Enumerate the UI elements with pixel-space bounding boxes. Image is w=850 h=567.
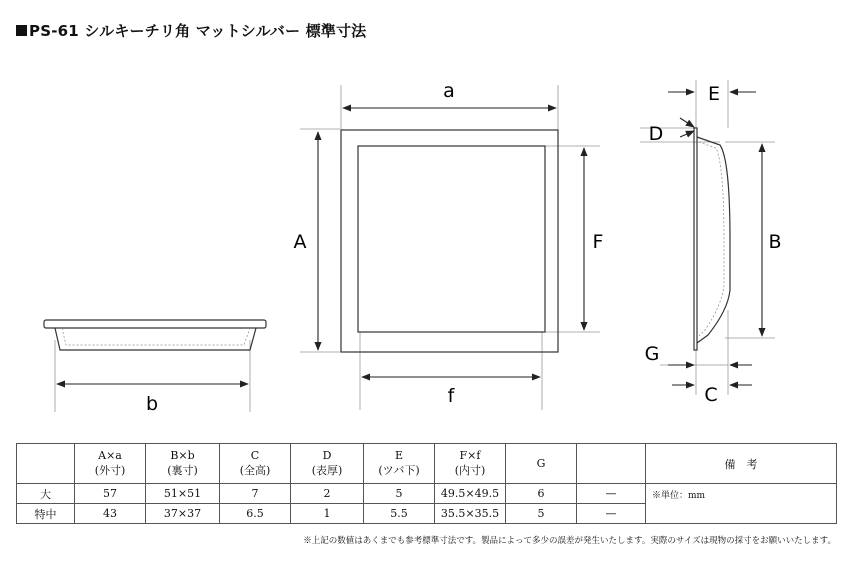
label-E: E <box>707 83 721 105</box>
cell-Axa: 57 <box>75 484 146 504</box>
label-B: B <box>768 231 782 253</box>
header-main: F×f <box>459 449 481 462</box>
label-D: D <box>648 123 664 145</box>
title-text: PS-61 シルキーチリ角 マットシルバー 標準寸法 <box>29 22 367 40</box>
cell-Axa: 43 <box>75 504 146 524</box>
header-sub: (ツバ下) <box>378 464 420 477</box>
cell-extra: — <box>577 484 646 504</box>
side-view <box>694 128 730 350</box>
header-cell-D <box>291 444 364 484</box>
header-sub: (全高) <box>239 464 271 477</box>
cell-C: 6.5 <box>220 504 291 524</box>
header-sub: (内寸) <box>454 464 486 477</box>
header-main: B×b <box>170 449 195 462</box>
header-cell-Axa <box>75 444 146 484</box>
header-main: A×a <box>98 449 122 462</box>
table-row <box>17 484 837 504</box>
label-G: G <box>644 343 660 365</box>
footnote: ※上記の数値はあくまでも参考標準寸法です。製品によって多少の誤差が発生いたします。実際のサイズは現物の採寸をお願いいたします。 <box>303 536 836 546</box>
label-C: C <box>704 384 718 406</box>
label-F: F <box>592 231 604 253</box>
dim-arrow-D-top <box>680 118 694 127</box>
header-cell-Fxf <box>435 444 506 484</box>
cell-extra: — <box>577 504 646 524</box>
header-sub: (裏寸) <box>167 464 198 477</box>
header-cell-G <box>506 444 577 484</box>
header-main: C <box>250 449 260 462</box>
header-cell-blank2 <box>577 444 646 484</box>
cell-G: 6 <box>506 484 577 504</box>
cell-E: 5 <box>364 484 435 504</box>
cell-Bxb: 51×51 <box>146 484 220 504</box>
label-f: f <box>447 385 455 407</box>
header-cell-remarks <box>646 444 837 484</box>
header-main: D <box>322 449 332 462</box>
label-A: A <box>293 231 307 253</box>
front-view <box>341 130 558 352</box>
row-size-label: 大 <box>17 484 75 504</box>
cell-D: 1 <box>291 504 364 524</box>
cell-D: 2 <box>291 484 364 504</box>
cell-Fxf: 35.5×35.5 <box>435 504 506 524</box>
header-cell-Bxb <box>146 444 220 484</box>
label-b: b <box>145 393 159 415</box>
remarks-cell: ※単位：mm <box>646 484 837 524</box>
cell-E: 5.5 <box>364 504 435 524</box>
header-cell-blank <box>17 444 75 484</box>
header-sub: (外寸) <box>94 464 126 477</box>
spec-table <box>16 443 837 524</box>
table-header-row <box>17 444 837 484</box>
header-main: 備 考 <box>724 457 758 471</box>
header-cell-E <box>364 444 435 484</box>
profile-view <box>44 320 266 350</box>
cell-Bxb: 37×37 <box>146 504 220 524</box>
header-cell-C <box>220 444 291 484</box>
dim-arrow-D-bottom <box>680 131 694 137</box>
cell-G: 5 <box>506 504 577 524</box>
label-a: a <box>443 80 455 102</box>
header-main: G <box>536 457 546 470</box>
cell-C: 7 <box>220 484 291 504</box>
row-size-label: 特中 <box>17 504 75 524</box>
header-main: E <box>394 449 404 462</box>
header-sub: (表厚) <box>311 464 343 477</box>
cell-Fxf: 49.5×49.5 <box>435 484 506 504</box>
